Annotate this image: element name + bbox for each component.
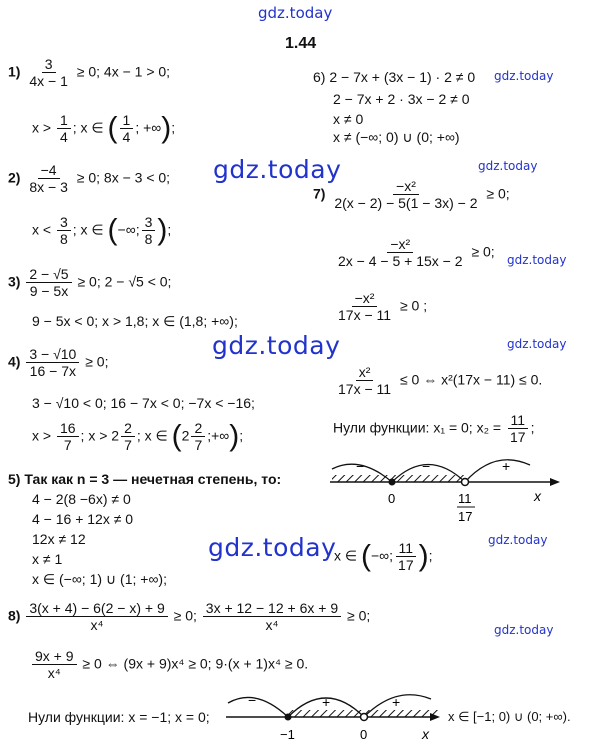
open-point: [361, 714, 368, 721]
fraction: $\frac{3x + 12 - 12 + 6x + 9}{\text{x⁴}}$: [203, 600, 341, 633]
problem-1-line-1: 1) $\frac{3}{4x - 1}$ ≥ 0; 4x − 1 > 0;: [8, 56, 171, 90]
sign-arc: [228, 697, 288, 717]
problem-6-line-1: 6) 2 − 7x + (3x − 1) · 2 ≠ 0: [313, 69, 476, 85]
watermark-small-3: gdz.today: [507, 253, 567, 267]
axis-variable: x: [534, 488, 541, 504]
problem-6-line-2: 2 − 7x + 2 · 3x − 2 ≠ 0: [333, 91, 470, 107]
problem-8-line-2: $\frac{9x + 9}{\text{x⁴}}$ ≥ 0 ⇔ (9x + 9)x⁴ ≥ 0; 9·(x + 1)x⁴ ≥ 0.: [30, 648, 308, 681]
fraction: $\frac{11}{17}$: [507, 412, 529, 445]
problem-5-line-5: x ≠ 1: [32, 551, 63, 567]
problem-7-answer: x ∈ (−∞; $\frac{11}{17}$ );: [334, 539, 433, 574]
problem-2-number: 2): [8, 169, 21, 186]
watermark-small-2: gdz.today: [478, 159, 538, 173]
axis-arrow: [550, 478, 560, 486]
point-label: 17: [458, 509, 473, 524]
problem-2-line-1: 2) $\frac{-4}{8x - 3}$ ≥ 0; 8x − 3 < 0;: [8, 162, 171, 196]
problem-8-number: 8): [8, 607, 21, 624]
problem-5-line-1: 5) Так как n = 3 — нечетная степень, то:: [8, 471, 282, 487]
axis-variable: x: [422, 726, 429, 742]
problem-5-line-4: 12x ≠ 12: [32, 531, 86, 547]
problem-2-line-2: x < $\frac{3}{8}$ ; x ∈ (−∞; $\frac{3}{8}$ );: [32, 213, 172, 248]
fraction: $\frac{2}{7}$: [191, 420, 205, 453]
problem-8-zeros: Нули функции: x = −1; x = 0;: [28, 709, 210, 725]
watermark-small-6: gdz.today: [494, 623, 554, 637]
fraction: $\frac{-4}{8x - 3}$: [29, 162, 68, 196]
fraction: $\frac{\text{x²}}{17x - 11}$: [338, 364, 392, 398]
watermark-small-1: gdz.today: [494, 69, 554, 83]
number-line-8: [226, 683, 446, 749]
watermark-small-4: gdz.today: [507, 337, 567, 351]
problem-8-answer: x ∈ [−1; 0) ∪ (0; +∞).: [448, 709, 571, 724]
problem-6-line-4: x ≠ (−∞; 0) ∪ (0; +∞): [333, 129, 460, 145]
fraction: $\frac{\text{−x²}}{17x - 11}$: [338, 290, 392, 324]
number-line-7: [330, 455, 570, 535]
open-point: [462, 479, 469, 486]
watermark-big-2: gdz.today: [212, 331, 341, 360]
problem-1-line-2: x > $\frac{1}{4}$ ; x ∈ ( $\frac{1}{4}$ ; +∞);: [32, 111, 176, 146]
problem-7-number: 7): [313, 185, 326, 202]
sign-label: −: [356, 458, 365, 474]
fraction: $\frac{16}{7}$: [57, 420, 79, 453]
fraction: $\frac{2}{7}$: [121, 420, 135, 453]
fraction: $\frac{3(x + 4) - 6(2 - x) + 9}{\text{x⁴}}$: [26, 600, 167, 633]
problem-6-line-3: x ≠ 0: [333, 111, 364, 127]
sign-label: −: [248, 692, 257, 708]
fraction: $\frac{11}{17}$: [395, 540, 417, 573]
problem-4-number: 4): [8, 353, 21, 370]
problem-7-line-4: $\frac{\text{x²}}{17x - 11}$ ≤ 0 ⇔ x²(17x − 11) ≤ 0.: [333, 364, 542, 397]
problem-5-line-6: x ∈ (−∞; 1) ∪ (1; +∞);: [32, 571, 167, 587]
fraction: $\frac{1}{4}$: [57, 112, 71, 145]
problem-7-line-1: 7) $\frac{\text{−x²}}{2(x - 2) - 5(1 - 3x) - 2}$ ≥ 0;: [313, 178, 510, 212]
sign-arc: [465, 460, 530, 482]
sign-label: +: [392, 694, 401, 710]
fraction: $\frac{\text{−x²}}{2x - 4 - 5 + 15x - 2}$: [338, 236, 463, 270]
problem-4-line-1: 4) $\frac{3 - √10}{16 - 7x}$ ≥ 0;: [8, 346, 109, 380]
fraction: $\frac{3}{8}$: [57, 214, 71, 247]
closed-point: [285, 714, 292, 721]
point-label: 11: [458, 491, 472, 506]
problem-5-line-2: 4 − 2(8 −6x) ≠ 0: [32, 491, 131, 507]
problem-7-line-2: $\frac{\text{−x²}}{2x - 4 - 5 + 15x - 2}$ ≥ 0;: [333, 236, 495, 269]
watermark-big-3: gdz.today: [208, 533, 337, 562]
point-label: −1: [280, 727, 295, 742]
problem-3-line-2: 9 − 5x < 0; x > 1,8; x ∈ (1,8; +∞);: [32, 313, 238, 329]
problem-4-line-3: x > $\frac{16}{7}$ ; x > 2 $\frac{2}{7}$ ; x ∈ (2 $\frac{2}{7}$ ;+∞);: [32, 419, 244, 454]
closed-point: [389, 479, 396, 486]
problem-7-line-3: $\frac{\text{−x²}}{17x - 11}$ ≥ 0 ;: [333, 290, 427, 323]
sign-label: +: [502, 458, 511, 474]
watermark-top: gdz.today: [258, 4, 333, 22]
fraction: $\frac{3}{8}$: [142, 214, 156, 247]
fraction: $\frac{1}{4}$: [120, 112, 134, 145]
problem-3-number: 3): [8, 273, 21, 290]
watermark-big-1: gdz.today: [213, 155, 342, 184]
watermark-small-5: gdz.today: [488, 533, 548, 547]
fraction: $\frac{3}{4x - 1}$: [29, 56, 68, 90]
problem-1-number: 1): [8, 63, 21, 80]
sign-label: −: [422, 458, 431, 474]
sign-label: +: [322, 694, 331, 710]
problem-4-line-2: 3 − √10 < 0; 16 − 7x < 0; −7x < −16;: [32, 395, 255, 411]
fraction: $\frac{9x + 9}{\text{x⁴}}$: [32, 648, 77, 681]
point-label: 0: [388, 491, 396, 506]
point-label: 0: [360, 727, 368, 742]
problem-8-line-1: 8) $\frac{3(x + 4) - 6(2 - x) + 9}{\text{x⁴}}$ ≥ 0; $\frac{3x + 12 - 12 + 6x + 9}{\text{x⁴}}$ ≥ 0;: [8, 600, 371, 634]
problem-3-line-1: 3) $\frac{2 - √5}{9 - 5x}$ ≥ 0; 2 − √5 < 0;: [8, 266, 172, 300]
fraction: $\frac{\text{−x²}}{2(x - 2) - 5(1 - 3x) - 2}$: [334, 178, 478, 212]
fraction: $\frac{2 - √5}{9 - 5x}$: [26, 266, 71, 299]
problem-5-line-3: 4 − 16 + 12x ≠ 0: [32, 511, 134, 527]
fraction: $\frac{3 - √10}{16 - 7x}$: [26, 346, 79, 379]
problem-7-zeros: Нули функции: x₁ = 0; x₂ = $\frac{11}{17}$ ;: [333, 412, 535, 446]
problem-title: 1.44: [285, 35, 317, 52]
